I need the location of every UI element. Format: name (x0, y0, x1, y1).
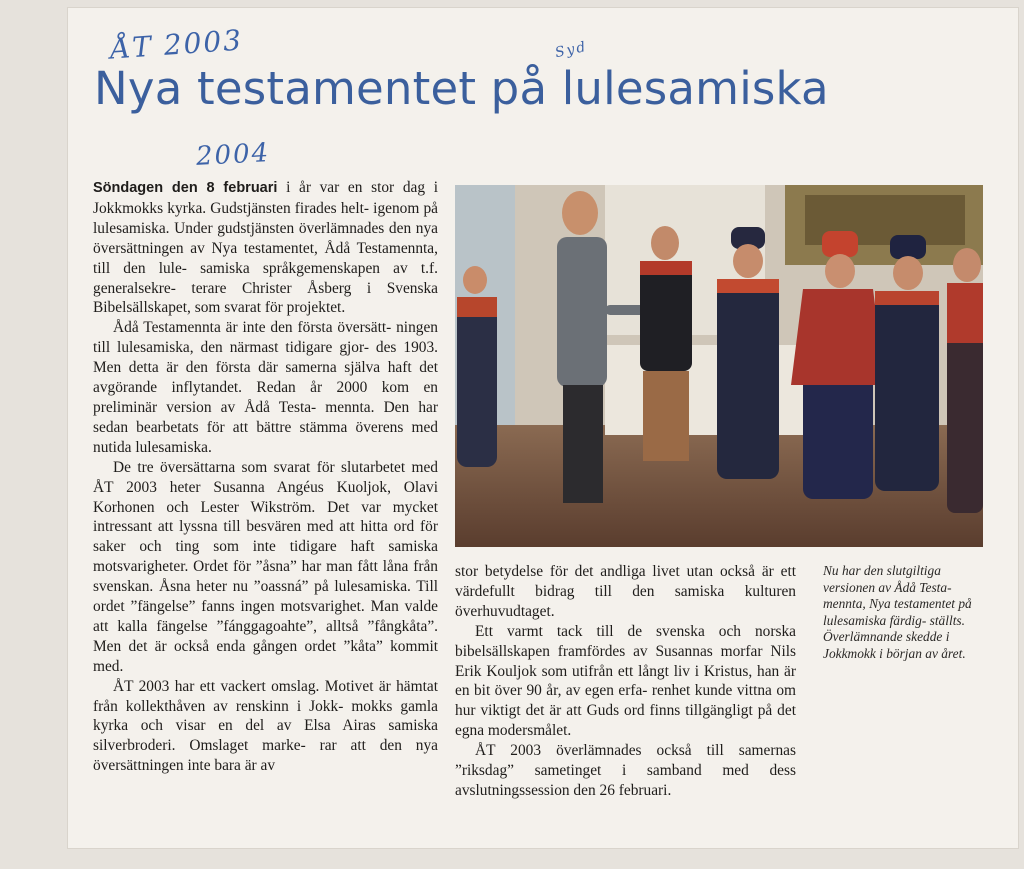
article-column-left (93, 178, 438, 776)
article-paragraph: De tre översättarna som svarat för slutarbetet med ÅT 2003 heter Susanna Angéus Kuoljok, Olavi Korhonen och Lester Wikström. Det var mycket intressant att lyssna till besvären med att hitta ord för saker och ting som inte tidigare haft samiska motsvarigheter. Ordet för ”åsna” har man fått låna från svenskan. Åsna heter nu ”oassná” på lulesamiska. Till ordet ”fängelse” fanns ingen motsvarighet. Man valde att kalla fängelse ”fánggagoahte”, alltså ”fångkåta”. Men det är också enda gången ordet ”kåta” kommit med. (93, 458, 438, 675)
article-paragraph: ÅT 2003 har ett vackert omslag. Motivet är hämtat från kollekthåven av renskinn i Jokk- mokks gamla kyrka och visar en del av Elsa Airas samiska silverbroderi. Omslaget marke- rar att den nya översättningen inte bara är av (93, 677, 438, 775)
article-lead: Söndagen den 8 februari (93, 180, 278, 196)
article-paragraph: Ådå Testamennta är inte den första översätt- ningen till lulesamiska, den närmast tidigare gjor- des 1903. Men detta är den första där samerna själva haft det avgörande inflytandet. Redan år 2000 kom en preliminär version av Ådå Testa- mennta. Den har sedan bearbetats för att bättre stämma överens med nutida lulesamiska. (93, 319, 438, 456)
article-title: Nya testamentet på lulesamiska (94, 62, 829, 115)
article-paragraph: Ett varmt tack till de svenska och norska bibelsällskapen framfördes av Susannas morfar Nils Erik Kouljok som utifrån ett långt liv i Kristus, han är en bit över 90 år, av egen erfa- renhet kunde vittna om hur viktigt det är att Guds ord finns tillgängligt på det egna modersmålet. (455, 622, 796, 740)
photo-caption: Nu har den slutgiltiga versionen av Ådå Testa- mennta, Nya testamentet på lulesamiska färdig- ställts. Överlämnande skedde i Jokkmokk i början av året. (823, 563, 972, 661)
ceremony-photo-illustration (455, 185, 983, 547)
article-column-middle (455, 562, 796, 801)
article-paragraph: stor betydelse för det andliga livet utan också är ett värdefullt bidrag till den samiska kulturen överhuvudtaget. (455, 563, 796, 620)
handwritten-note-side: Syd (553, 38, 589, 62)
handwritten-year-note: 2004 (195, 138, 271, 172)
article-photo (455, 185, 983, 547)
article-paragraph: ÅT 2003 överlämnades också till samernas ”riksdag” sametinget i samband med dess avslutningssession den 26 februari. (455, 742, 796, 799)
handwritten-note-top: ÅT 2003 (109, 23, 245, 66)
article-paragraph: Söndagen den 8 februari i år var en stor dag i Jokkmokks kyrka. Gudstjänsten firades helt- igenom på lulesamiska. Under gudstjänsten överlämnades den nya översättningen av Nya testamentet, Ådå Testamennta, till den lule- samiska språkgemenskapen av t.f. generalsekre- terare Christer Åsberg i Svenska Bibelsällskapet, som svarat för projektet. (93, 179, 438, 317)
